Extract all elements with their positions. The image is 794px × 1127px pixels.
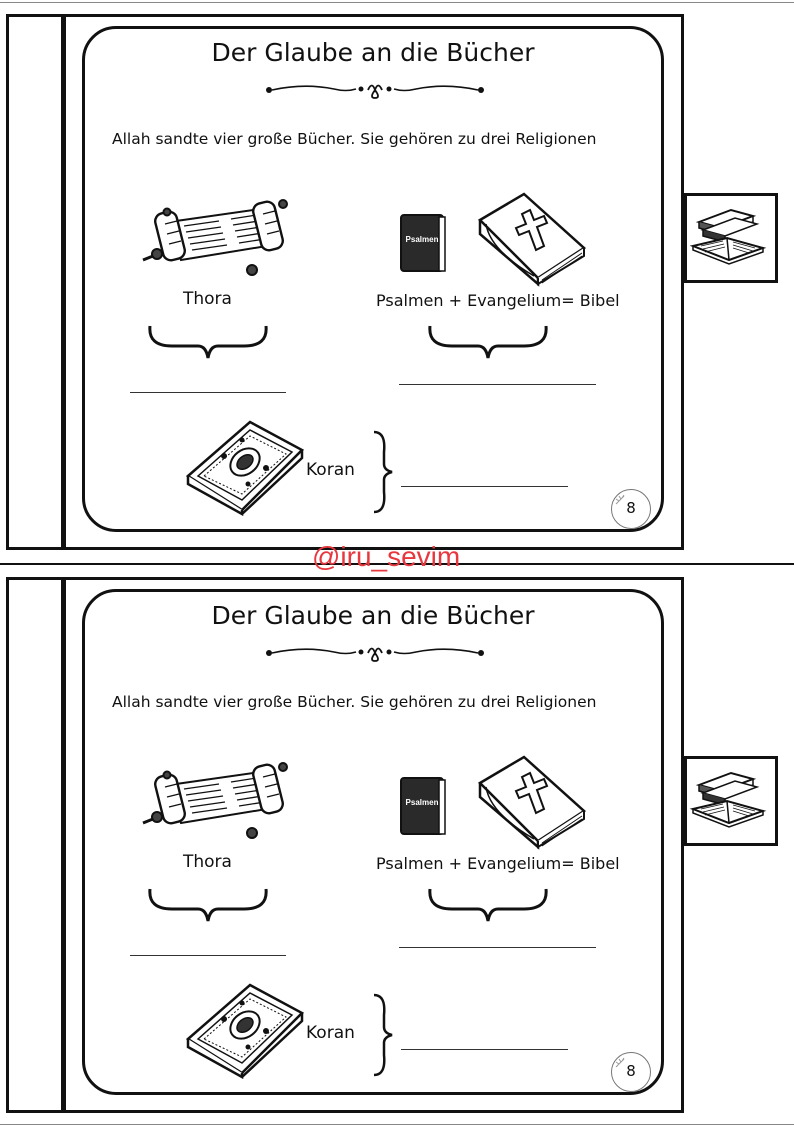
koran-label: Koran	[306, 1023, 355, 1043]
bible-answer-line[interactable]	[399, 947, 596, 948]
thora-answer-line[interactable]	[130, 955, 286, 956]
psalmen-book-icon	[399, 776, 447, 836]
page-number: 8	[626, 499, 636, 517]
curly-brace-icon	[426, 324, 550, 362]
thora-answer-line[interactable]	[130, 392, 286, 393]
curly-brace-icon	[146, 324, 270, 362]
worksheet-title: Der Glaube an die Bücher	[211, 601, 535, 630]
curly-brace-icon	[146, 887, 270, 925]
bible-icon	[472, 190, 592, 286]
koran-icon	[182, 981, 308, 1077]
bible-icon	[472, 753, 592, 849]
card-spine	[61, 14, 66, 550]
page-bottom-line	[0, 1124, 794, 1125]
koran-icon	[182, 418, 308, 514]
torah-scroll-icon	[139, 757, 299, 839]
intro-text: Allah sandte vier große Bücher. Sie gehören zu drei Religionen	[112, 130, 597, 148]
page-number-badge	[611, 1052, 651, 1092]
bible-label: Psalmen + Evangelium= Bibel	[376, 854, 620, 873]
koran-answer-line[interactable]	[401, 486, 568, 487]
watermark-text: @iru_sevim	[312, 541, 461, 572]
ornament-divider-icon	[264, 643, 486, 663]
psalmen-book-label: Psalmen	[405, 235, 439, 244]
intro-text: Allah sandte vier große Bücher. Sie gehören zu drei Religionen	[112, 693, 597, 711]
page-number-badge	[611, 489, 651, 529]
books-stack-icon	[687, 196, 775, 280]
page-top-line	[0, 2, 794, 3]
ornament-divider-icon	[264, 80, 486, 100]
card-spine	[61, 577, 66, 1113]
koran-answer-line[interactable]	[401, 1049, 568, 1050]
psalmen-book-label: Psalmen	[405, 798, 439, 807]
books-stack-icon	[687, 759, 775, 843]
thora-label: Thora	[183, 852, 232, 872]
curly-brace-icon	[426, 887, 550, 925]
psalmen-book-icon	[399, 213, 447, 273]
curly-brace-icon	[372, 430, 394, 514]
thora-label: Thora	[183, 289, 232, 309]
books-tab-1[interactable]	[684, 193, 778, 283]
curly-brace-icon	[372, 993, 394, 1077]
bible-label: Psalmen + Evangelium= Bibel	[376, 291, 620, 310]
books-tab-2[interactable]	[684, 756, 778, 846]
torah-scroll-icon	[139, 194, 299, 276]
worksheet-card-2	[6, 577, 684, 1113]
page-number: 8	[626, 1062, 636, 1080]
worksheet-card-1	[6, 14, 684, 550]
worksheet-title: Der Glaube an die Bücher	[211, 38, 535, 67]
bible-answer-line[interactable]	[399, 384, 596, 385]
koran-label: Koran	[306, 460, 355, 480]
